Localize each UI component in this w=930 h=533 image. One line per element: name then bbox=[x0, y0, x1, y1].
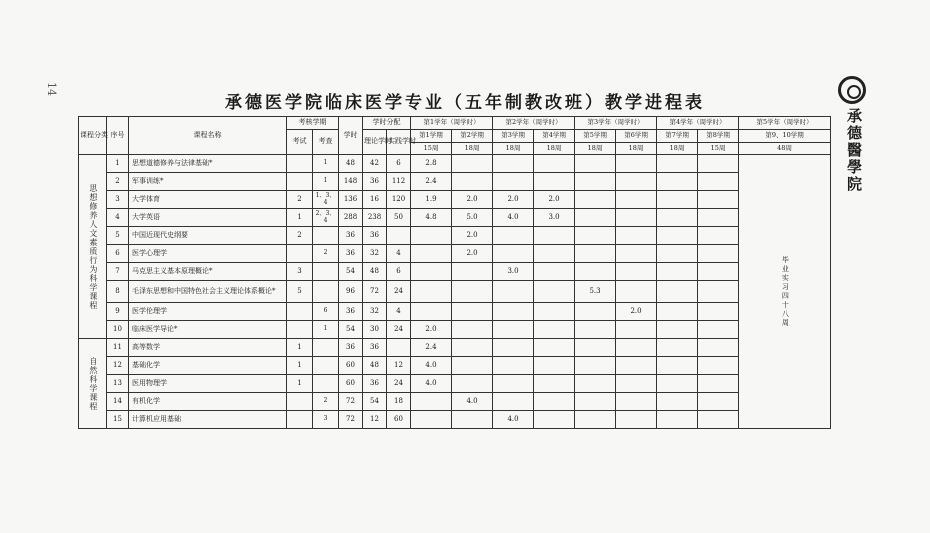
header-term-9-10: 第9、10学期 bbox=[739, 130, 831, 143]
cell-no: 7 bbox=[107, 263, 129, 281]
cell-t6 bbox=[616, 155, 657, 173]
cell-t6 bbox=[616, 281, 657, 303]
cell-name: 毛泽东思想和中国特色社会主义理论体系概论* bbox=[129, 281, 287, 303]
cell-exam: 5 bbox=[287, 281, 313, 303]
cell-exam: 1 bbox=[287, 209, 313, 227]
cell-check: 1 bbox=[313, 321, 339, 339]
cell-exam: 3 bbox=[287, 263, 313, 281]
table-row bbox=[79, 209, 831, 227]
cell-practice: 24 bbox=[387, 375, 411, 393]
cell-t8 bbox=[698, 263, 739, 281]
header-term-5: 第5学期 bbox=[575, 130, 616, 143]
cell-t8 bbox=[698, 393, 739, 411]
cell-t8 bbox=[698, 303, 739, 321]
cell-t8 bbox=[698, 375, 739, 393]
cell-t6: 2.0 bbox=[616, 303, 657, 321]
cell-no: 11 bbox=[107, 339, 129, 357]
cell-name: 中国近现代史纲要 bbox=[129, 227, 287, 245]
cell-t3: 4.0 bbox=[493, 411, 534, 429]
header-year-1: 第1学年（周学时） bbox=[411, 117, 493, 130]
cell-t4 bbox=[534, 411, 575, 429]
cell-t3 bbox=[493, 375, 534, 393]
cell-practice: 24 bbox=[387, 281, 411, 303]
header-weeks-1: 15周 bbox=[411, 143, 452, 155]
category-cell: 思想修养人文素质行为科学课程 bbox=[79, 155, 107, 339]
cell-hours: 72 bbox=[339, 411, 363, 429]
cell-t4 bbox=[534, 281, 575, 303]
category-cell: 自然科学课程 bbox=[79, 339, 107, 429]
cell-t6 bbox=[616, 393, 657, 411]
cell-theory: 36 bbox=[363, 375, 387, 393]
cell-t5 bbox=[575, 263, 616, 281]
header-weeks-7: 18周 bbox=[657, 143, 698, 155]
header-weeks-4: 18周 bbox=[534, 143, 575, 155]
cell-t5 bbox=[575, 321, 616, 339]
cell-t7 bbox=[657, 245, 698, 263]
cell-t4 bbox=[534, 393, 575, 411]
cell-practice: 112 bbox=[387, 173, 411, 191]
cell-hours: 288 bbox=[339, 209, 363, 227]
internship-cell: 毕业实习四十八周 bbox=[739, 155, 831, 429]
cell-exam: 2 bbox=[287, 191, 313, 209]
table-row bbox=[79, 303, 831, 321]
cell-hours: 54 bbox=[339, 263, 363, 281]
page-title: 承德医学院临床医学专业（五年制教改班）教学进程表 bbox=[225, 93, 705, 113]
cell-t5 bbox=[575, 155, 616, 173]
header-weeks-6: 18周 bbox=[616, 143, 657, 155]
cell-name: 军事训练* bbox=[129, 173, 287, 191]
table-row bbox=[79, 191, 831, 209]
cell-name: 医学心理学 bbox=[129, 245, 287, 263]
header-year-4: 第4学年（周学时） bbox=[657, 117, 739, 130]
table-row bbox=[79, 245, 831, 263]
cell-t5 bbox=[575, 191, 616, 209]
cell-t7 bbox=[657, 303, 698, 321]
table-row bbox=[79, 339, 831, 357]
cell-practice: 50 bbox=[387, 209, 411, 227]
cell-exam: 1 bbox=[287, 339, 313, 357]
cell-hours: 36 bbox=[339, 245, 363, 263]
cell-t2 bbox=[452, 281, 493, 303]
cell-t5 bbox=[575, 245, 616, 263]
cell-practice: 24 bbox=[387, 321, 411, 339]
header-seq: 序号 bbox=[107, 117, 129, 155]
header-category: 课程分类 bbox=[79, 117, 107, 155]
cell-hours: 60 bbox=[339, 375, 363, 393]
cell-t6 bbox=[616, 227, 657, 245]
cell-t6 bbox=[616, 209, 657, 227]
cell-t8 bbox=[698, 227, 739, 245]
table-row bbox=[79, 393, 831, 411]
cell-check: 1、3、4 bbox=[313, 191, 339, 209]
cell-t5 bbox=[575, 303, 616, 321]
cell-t7 bbox=[657, 173, 698, 191]
cell-exam: 1 bbox=[287, 357, 313, 375]
header-hours: 学时 bbox=[339, 117, 363, 155]
cell-theory: 12 bbox=[363, 411, 387, 429]
cell-t7 bbox=[657, 357, 698, 375]
cell-t4 bbox=[534, 339, 575, 357]
cell-t8 bbox=[698, 191, 739, 209]
cell-check: 6 bbox=[313, 303, 339, 321]
cell-t3 bbox=[493, 321, 534, 339]
cell-name: 高等数学 bbox=[129, 339, 287, 357]
cell-t4 bbox=[534, 155, 575, 173]
cell-t4 bbox=[534, 375, 575, 393]
cell-t2: 2.0 bbox=[452, 191, 493, 209]
cell-check bbox=[313, 227, 339, 245]
cell-t4 bbox=[534, 303, 575, 321]
header-check: 考查 bbox=[313, 130, 339, 155]
cell-t1 bbox=[411, 263, 452, 281]
cell-check: 2 bbox=[313, 393, 339, 411]
cell-t2 bbox=[452, 155, 493, 173]
header-term-6: 第6学期 bbox=[616, 130, 657, 143]
cell-t5: 5.3 bbox=[575, 281, 616, 303]
cell-t8 bbox=[698, 245, 739, 263]
cell-check: 2、3、4 bbox=[313, 209, 339, 227]
cell-t5 bbox=[575, 411, 616, 429]
cell-t3 bbox=[493, 303, 534, 321]
cell-t8 bbox=[698, 411, 739, 429]
cell-t8 bbox=[698, 281, 739, 303]
cell-t1: 2.4 bbox=[411, 173, 452, 191]
cell-exam: 2 bbox=[287, 227, 313, 245]
cell-check bbox=[313, 281, 339, 303]
cell-name: 思想道德修养与法律基础* bbox=[129, 155, 287, 173]
cell-name: 医学伦理学 bbox=[129, 303, 287, 321]
cell-t6 bbox=[616, 191, 657, 209]
cell-no: 14 bbox=[107, 393, 129, 411]
cell-t6 bbox=[616, 375, 657, 393]
cell-hours: 96 bbox=[339, 281, 363, 303]
header-practice: 实践学时 bbox=[387, 130, 411, 155]
cell-name: 基础化学 bbox=[129, 357, 287, 375]
cell-exam bbox=[287, 411, 313, 429]
table-row bbox=[79, 263, 831, 281]
college-seal-logo bbox=[838, 76, 866, 104]
cell-no: 1 bbox=[107, 155, 129, 173]
cell-name: 有机化学 bbox=[129, 393, 287, 411]
cell-t3 bbox=[493, 393, 534, 411]
header-term-4: 第4学期 bbox=[534, 130, 575, 143]
cell-exam bbox=[287, 245, 313, 263]
header-weeks-2: 18周 bbox=[452, 143, 493, 155]
cell-t7 bbox=[657, 321, 698, 339]
cell-t2 bbox=[452, 357, 493, 375]
cell-exam bbox=[287, 393, 313, 411]
cell-practice bbox=[387, 227, 411, 245]
cell-t5 bbox=[575, 357, 616, 375]
header-weeks-9-10: 48周 bbox=[739, 143, 831, 155]
cell-t4 bbox=[534, 263, 575, 281]
cell-practice: 4 bbox=[387, 303, 411, 321]
cell-hours: 60 bbox=[339, 357, 363, 375]
header-theory: 理论学时 bbox=[363, 130, 387, 155]
cell-hours: 48 bbox=[339, 155, 363, 173]
cell-t1: 4.8 bbox=[411, 209, 452, 227]
cell-t4 bbox=[534, 321, 575, 339]
cell-t1 bbox=[411, 227, 452, 245]
cell-t3 bbox=[493, 227, 534, 245]
cell-theory: 72 bbox=[363, 281, 387, 303]
cell-t3: 2.0 bbox=[493, 191, 534, 209]
cell-t1 bbox=[411, 281, 452, 303]
cell-t2: 5.0 bbox=[452, 209, 493, 227]
cell-check bbox=[313, 263, 339, 281]
cell-no: 3 bbox=[107, 191, 129, 209]
cell-t8 bbox=[698, 173, 739, 191]
cell-practice: 6 bbox=[387, 263, 411, 281]
cell-t2 bbox=[452, 375, 493, 393]
cell-hours: 36 bbox=[339, 227, 363, 245]
cell-check: 1 bbox=[313, 155, 339, 173]
cell-t4 bbox=[534, 357, 575, 375]
cell-t8 bbox=[698, 339, 739, 357]
table-row bbox=[79, 375, 831, 393]
cell-t6 bbox=[616, 263, 657, 281]
cell-t3 bbox=[493, 245, 534, 263]
header-year-5: 第5学年（周学时） bbox=[739, 117, 831, 130]
cell-t5 bbox=[575, 209, 616, 227]
cell-practice: 18 bbox=[387, 393, 411, 411]
cell-t8 bbox=[698, 357, 739, 375]
cell-hours: 54 bbox=[339, 321, 363, 339]
cell-no: 5 bbox=[107, 227, 129, 245]
teaching-schedule-table bbox=[78, 116, 831, 429]
cell-t7 bbox=[657, 209, 698, 227]
cell-t1: 2.0 bbox=[411, 321, 452, 339]
cell-t2: 2.0 bbox=[452, 245, 493, 263]
cell-hours: 36 bbox=[339, 303, 363, 321]
header-hours-dist: 学时分配 bbox=[363, 117, 411, 130]
cell-name: 临床医学导论* bbox=[129, 321, 287, 339]
cell-hours: 136 bbox=[339, 191, 363, 209]
cell-t7 bbox=[657, 227, 698, 245]
cell-t1 bbox=[411, 303, 452, 321]
table-row bbox=[79, 173, 831, 191]
cell-t1 bbox=[411, 411, 452, 429]
cell-t2 bbox=[452, 411, 493, 429]
cell-exam: 1 bbox=[287, 375, 313, 393]
table-row bbox=[79, 357, 831, 375]
cell-t1: 2.4 bbox=[411, 339, 452, 357]
cell-name: 医用物理学 bbox=[129, 375, 287, 393]
cell-t6 bbox=[616, 321, 657, 339]
header-weeks-5: 18周 bbox=[575, 143, 616, 155]
table-row bbox=[79, 321, 831, 339]
cell-no: 15 bbox=[107, 411, 129, 429]
cell-t3: 4.0 bbox=[493, 209, 534, 227]
cell-t4 bbox=[534, 173, 575, 191]
header-term-3: 第3学期 bbox=[493, 130, 534, 143]
cell-t8 bbox=[698, 209, 739, 227]
cell-t5 bbox=[575, 375, 616, 393]
cell-exam bbox=[287, 321, 313, 339]
header-weeks-8: 15周 bbox=[698, 143, 739, 155]
cell-theory: 48 bbox=[363, 263, 387, 281]
header-year-3: 第3学年（周学时） bbox=[575, 117, 657, 130]
cell-t6 bbox=[616, 357, 657, 375]
header-term-2: 第2学期 bbox=[452, 130, 493, 143]
cell-t4: 3.0 bbox=[534, 209, 575, 227]
header-assess: 考核学期 bbox=[287, 117, 339, 130]
cell-exam bbox=[287, 155, 313, 173]
cell-theory: 30 bbox=[363, 321, 387, 339]
cell-hours: 72 bbox=[339, 393, 363, 411]
cell-name: 计算机应用基础 bbox=[129, 411, 287, 429]
cell-t3 bbox=[493, 281, 534, 303]
cell-theory: 42 bbox=[363, 155, 387, 173]
cell-t6 bbox=[616, 173, 657, 191]
cell-theory: 48 bbox=[363, 357, 387, 375]
cell-no: 10 bbox=[107, 321, 129, 339]
page-number: 14 bbox=[45, 82, 58, 96]
table-row bbox=[79, 281, 831, 303]
cell-t8 bbox=[698, 321, 739, 339]
cell-t7 bbox=[657, 191, 698, 209]
cell-t7 bbox=[657, 393, 698, 411]
cell-t1: 2.8 bbox=[411, 155, 452, 173]
cell-t5 bbox=[575, 393, 616, 411]
cell-theory: 54 bbox=[363, 393, 387, 411]
cell-t5 bbox=[575, 227, 616, 245]
cell-exam bbox=[287, 303, 313, 321]
cell-t6 bbox=[616, 339, 657, 357]
table-row bbox=[79, 227, 831, 245]
cell-t2 bbox=[452, 263, 493, 281]
cell-t6 bbox=[616, 411, 657, 429]
cell-t2: 4.0 bbox=[452, 393, 493, 411]
cell-t4 bbox=[534, 245, 575, 263]
cell-theory: 36 bbox=[363, 173, 387, 191]
cell-practice: 6 bbox=[387, 155, 411, 173]
cell-t5 bbox=[575, 173, 616, 191]
cell-t3 bbox=[493, 173, 534, 191]
cell-theory: 36 bbox=[363, 227, 387, 245]
cell-no: 12 bbox=[107, 357, 129, 375]
cell-t7 bbox=[657, 281, 698, 303]
table-row bbox=[79, 155, 831, 173]
cell-t3: 3.0 bbox=[493, 263, 534, 281]
cell-no: 13 bbox=[107, 375, 129, 393]
cell-t2 bbox=[452, 339, 493, 357]
cell-t1: 4.0 bbox=[411, 357, 452, 375]
cell-theory: 32 bbox=[363, 245, 387, 263]
cell-theory: 32 bbox=[363, 303, 387, 321]
cell-t3 bbox=[493, 155, 534, 173]
header-exam: 考试 bbox=[287, 130, 313, 155]
cell-t2: 2.0 bbox=[452, 227, 493, 245]
cell-exam bbox=[287, 173, 313, 191]
cell-t7 bbox=[657, 339, 698, 357]
cell-hours: 36 bbox=[339, 339, 363, 357]
table-row bbox=[79, 411, 831, 429]
cell-name: 马克思主义基本原理概论* bbox=[129, 263, 287, 281]
cell-t7 bbox=[657, 411, 698, 429]
cell-t3 bbox=[493, 339, 534, 357]
cell-t7 bbox=[657, 155, 698, 173]
cell-t2 bbox=[452, 303, 493, 321]
cell-t3 bbox=[493, 357, 534, 375]
cell-practice: 4 bbox=[387, 245, 411, 263]
cell-practice: 12 bbox=[387, 357, 411, 375]
cell-t2 bbox=[452, 173, 493, 191]
header-weeks-3: 18周 bbox=[493, 143, 534, 155]
cell-t1: 1.9 bbox=[411, 191, 452, 209]
cell-t4 bbox=[534, 227, 575, 245]
cell-check: 2 bbox=[313, 245, 339, 263]
cell-hours: 148 bbox=[339, 173, 363, 191]
cell-practice: 60 bbox=[387, 411, 411, 429]
cell-name: 大学英语 bbox=[129, 209, 287, 227]
header-term-7: 第7学期 bbox=[657, 130, 698, 143]
college-seal-text: 承德醫學院 bbox=[845, 108, 863, 193]
cell-practice bbox=[387, 339, 411, 357]
cell-t2 bbox=[452, 321, 493, 339]
cell-t7 bbox=[657, 375, 698, 393]
cell-check bbox=[313, 339, 339, 357]
cell-practice: 120 bbox=[387, 191, 411, 209]
cell-name: 大学体育 bbox=[129, 191, 287, 209]
header-term-8: 第8学期 bbox=[698, 130, 739, 143]
cell-t7 bbox=[657, 263, 698, 281]
header-course-name: 课程名称 bbox=[129, 117, 287, 155]
cell-theory: 238 bbox=[363, 209, 387, 227]
cell-no: 4 bbox=[107, 209, 129, 227]
cell-t1 bbox=[411, 393, 452, 411]
cell-t1 bbox=[411, 245, 452, 263]
cell-no: 6 bbox=[107, 245, 129, 263]
cell-t4: 2.0 bbox=[534, 191, 575, 209]
cell-no: 9 bbox=[107, 303, 129, 321]
cell-check bbox=[313, 375, 339, 393]
header-year-2: 第2学年（周学时） bbox=[493, 117, 575, 130]
cell-check: 1 bbox=[313, 173, 339, 191]
header-term-1: 第1学期 bbox=[411, 130, 452, 143]
cell-theory: 16 bbox=[363, 191, 387, 209]
cell-check bbox=[313, 357, 339, 375]
cell-no: 2 bbox=[107, 173, 129, 191]
cell-t1: 4.0 bbox=[411, 375, 452, 393]
cell-t5 bbox=[575, 339, 616, 357]
cell-no: 8 bbox=[107, 281, 129, 303]
cell-t8 bbox=[698, 155, 739, 173]
cell-check: 3 bbox=[313, 411, 339, 429]
cell-theory: 36 bbox=[363, 339, 387, 357]
cell-t6 bbox=[616, 245, 657, 263]
